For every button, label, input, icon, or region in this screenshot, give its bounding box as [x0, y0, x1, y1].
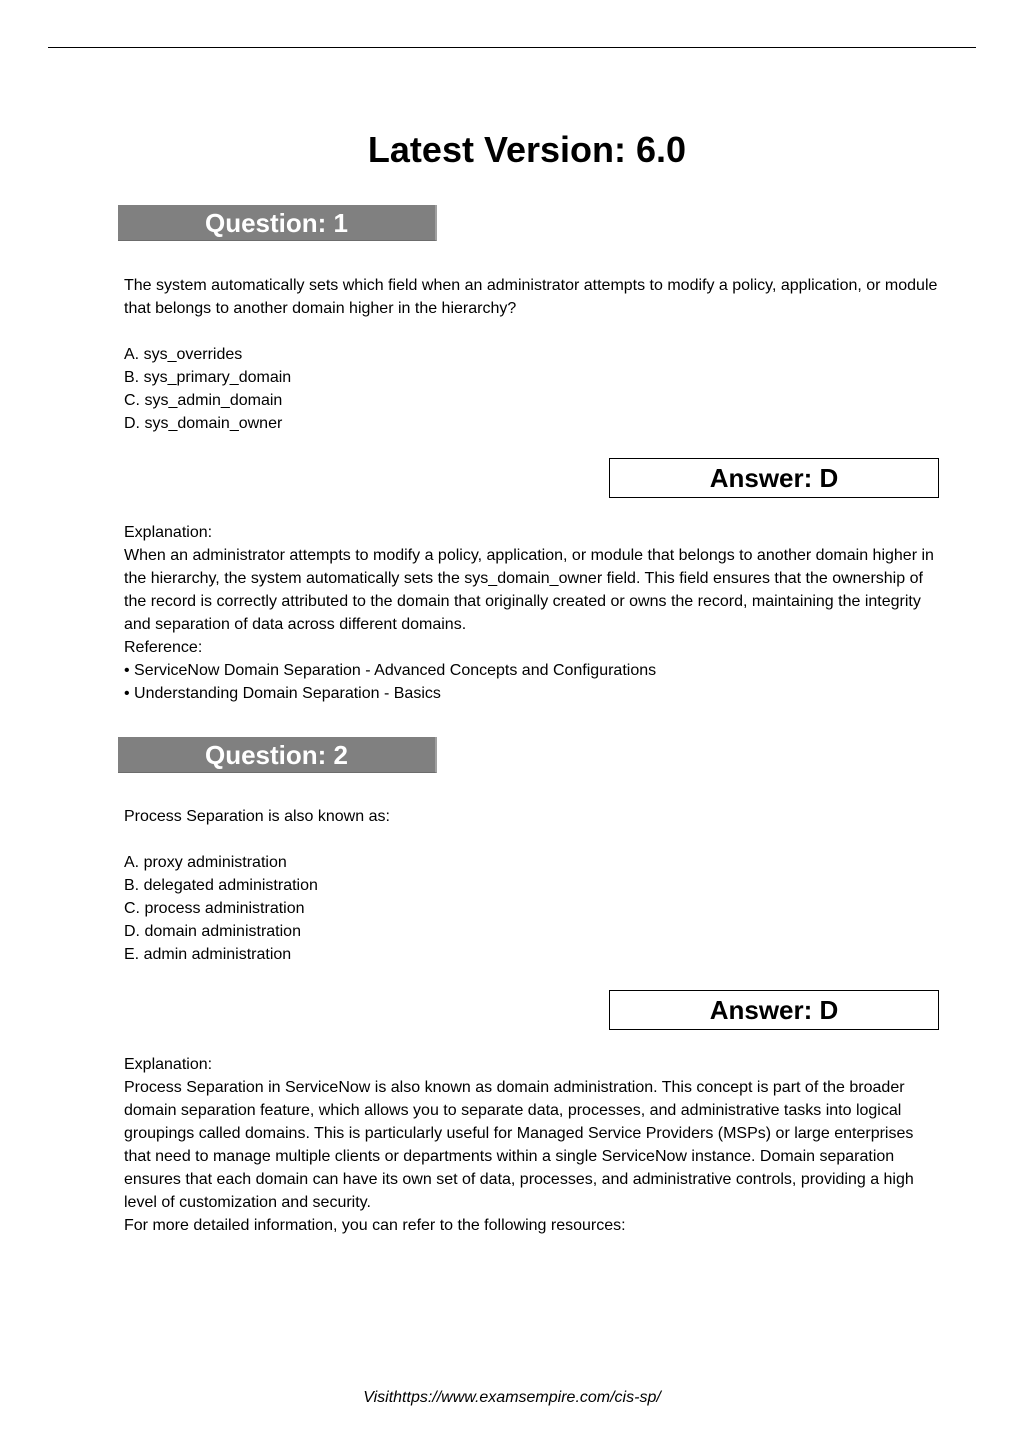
- question-1-answer: Answer: D: [609, 458, 939, 498]
- question-1-header: Question: 1: [118, 205, 437, 241]
- explanation-heading: Explanation:: [124, 524, 213, 541]
- question-1-options: [124, 343, 944, 435]
- explanation-text: When an administrator attempts to modify a policy, application, or module that belongs to another domain higher in the hierarchy, the system automatically sets the sys_domain_owner field. This field ensures that the ownership of the record is correctly attributed to the domain that originally created or owns the record, maintaining the integrity and separation of data across different domains.: [124, 547, 934, 633]
- question-2-option-e: E. admin administration: [124, 946, 292, 963]
- footer-link[interactable]: Visithttps://www.examsempire.com/cis-sp/: [363, 1389, 661, 1406]
- question-1-prompt: [124, 274, 944, 320]
- question-2-explanation: [124, 1053, 944, 1237]
- question-2-option-c: C. process administration: [124, 900, 305, 917]
- question-1-option-d: D. sys_domain_owner: [124, 415, 283, 432]
- question-2-option-d: D. domain administration: [124, 923, 301, 940]
- question-1-option-b: B. sys_primary_domain: [124, 369, 292, 386]
- question-2-answer: Answer: D: [609, 990, 939, 1030]
- reference-heading: Reference:: [124, 639, 203, 656]
- question-2-option-a: A. proxy administration: [124, 854, 287, 871]
- explanation-heading: Explanation:: [124, 1056, 213, 1073]
- closing-text: For more detailed information, you can refer to the following resources:: [124, 1217, 626, 1234]
- question-2-text: Process Separation is also known as:: [124, 808, 390, 825]
- top-divider: [48, 47, 976, 48]
- reference-item: • ServiceNow Domain Separation - Advanced Concepts and Configurations: [124, 662, 657, 679]
- question-1-option-c: C. sys_admin_domain: [124, 392, 283, 409]
- question-1-text: The system automatically sets which field when an administrator attempts to modify a policy, application, or module that belongs to another domain higher in the hierarchy?: [124, 277, 938, 317]
- reference-item: • Understanding Domain Separation - Basics: [124, 685, 441, 702]
- question-1-explanation: [124, 521, 944, 705]
- question-2-options: [124, 851, 944, 966]
- question-2-option-b: B. delegated administration: [124, 877, 318, 894]
- explanation-text: Process Separation in ServiceNow is also known as domain administration. This concept is part of the broader domain separation feature, which allows you to separate data, processes, and administrative tasks into logical groupings called domains. This is particularly useful for Managed Service Providers (MSPs) or large enterprises that need to manage multiple clients or departments within a single ServiceNow instance. Domain separation ensures that each domain can have its own set of data, processes, and administrative controls, providing a high level of customization and security.: [124, 1079, 914, 1211]
- question-1-option-a: A. sys_overrides: [124, 346, 243, 363]
- page-title: Latest Version: 6.0: [367, 129, 687, 170]
- question-2-header: Question: 2: [118, 737, 437, 773]
- question-2-prompt: [124, 805, 944, 828]
